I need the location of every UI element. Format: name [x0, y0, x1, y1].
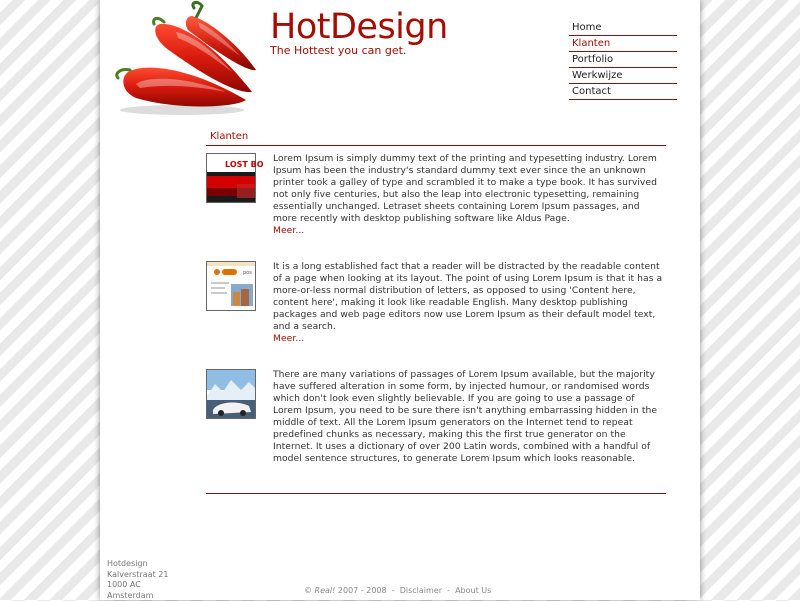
- page-container: [100, 0, 700, 600]
- client-description: [273, 153, 666, 237]
- read-more-link[interactable]: Meer...: [273, 225, 666, 237]
- thumbnail-caption: LOST BO: [225, 160, 264, 169]
- client-thumbnail[interactable]: [206, 261, 256, 311]
- address-street: Kalverstraat 21: [107, 570, 168, 581]
- read-more-link[interactable]: Meer...: [273, 333, 666, 345]
- main-nav: [569, 20, 677, 100]
- section-header: [206, 130, 666, 146]
- nav-item-portfolio[interactable]: Portfolio: [569, 52, 677, 68]
- footer-brand: Real!: [315, 586, 336, 595]
- footer-separator: -: [392, 586, 395, 595]
- nav-item-home[interactable]: Home: [569, 20, 677, 36]
- client-description-text: There are many variations of passages of Lorem Ipsum available, but the majority have suffered alteration in some form, by injected humour, or randomised words which don't look even slightly believable. If you are going to use a passage of Lorem Ipsum, you need to be sure there isn't anything embarrassing hidden in the middle of text. All the Lorem Ipsum generators on the Internet tend to repeat predefined chunks as necessary, making this the first true generator on the Internet. It uses a dictionary of over 200 Latin words, combined with a handful of model sentence structures, to generate Lorem Ipsum which looks reasonable.: [273, 369, 657, 464]
- footer-separator: -: [447, 586, 450, 595]
- address-company: Hotdesign: [107, 559, 168, 570]
- content-divider: [206, 493, 666, 494]
- address-city: Amsterdam: [107, 591, 168, 601]
- footer-years: 2007 - 2008: [338, 586, 387, 595]
- client-thumbnail[interactable]: [206, 369, 256, 419]
- disclaimer-link[interactable]: Disclaimer: [400, 586, 442, 595]
- site-tagline: The Hottest you can get.: [270, 45, 448, 56]
- client-description: [273, 261, 666, 345]
- client-thumbnail[interactable]: [206, 153, 256, 203]
- copyright-symbol: ©: [304, 586, 312, 595]
- thumbnail-caption: pos: [243, 270, 252, 276]
- address-postcode: 1000 AC: [107, 580, 168, 591]
- site-title[interactable]: HotDesign: [270, 10, 448, 45]
- section-title: Klanten: [210, 131, 248, 142]
- company-address: [107, 559, 168, 601]
- chili-peppers-image: [106, 0, 258, 118]
- client-description: [273, 369, 666, 465]
- nav-item-klanten[interactable]: Klanten: [569, 36, 677, 52]
- about-us-link[interactable]: About Us: [455, 586, 491, 595]
- client-description-text: Lorem Ipsum is simply dummy text of the printing and typesetting industry. Lorem Ipsum has been the industry's standard dummy text ever since the an unknown printer took a galley of type and scrambled it to make a type book. It has survived not only five centuries, but also the leap into electronic typesetting, remaining essentially unchanged. Letraset sheets containing Lorem Ipsum passages, and more recently with desktop publishing software like Aldus Page.: [273, 153, 657, 224]
- footer: [304, 586, 491, 595]
- client-description-text: It is a long established fact that a reader will be distracted by the readable content of a page when looking at its layout. The point of using Lorem Ipsum is that it has a more-or-less normal distribution of letters, as opposed to using 'Content here, content here', making it look like readable English. Many desktop publishing packages and web page editors now use Lorem Ipsum as their default model text, and a search.: [273, 261, 662, 332]
- nav-item-contact[interactable]: Contact: [569, 84, 677, 100]
- brand-block: [270, 10, 448, 56]
- nav-item-werkwijze[interactable]: Werkwijze: [569, 68, 677, 84]
